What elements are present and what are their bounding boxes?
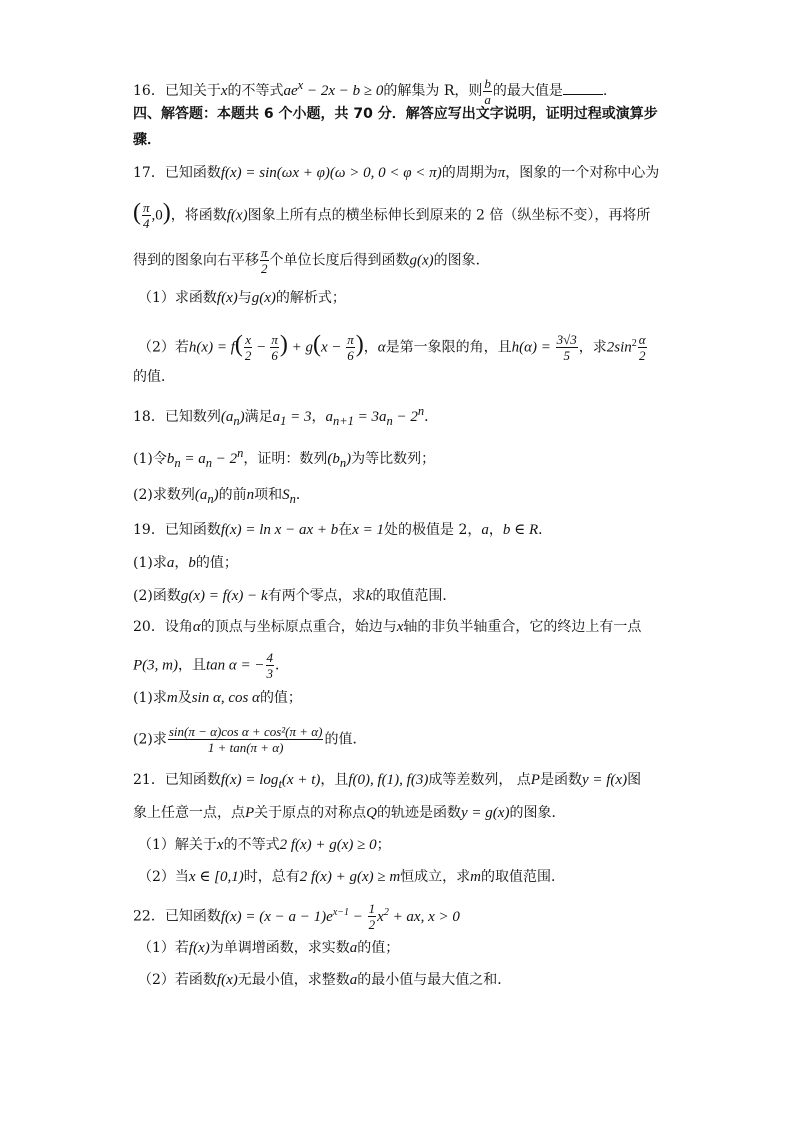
- q17-part-2: [138, 332, 648, 363]
- q18-p1-c: ，证明：数列: [243, 451, 328, 467]
- q18-a1-val: = 3: [286, 409, 312, 425]
- q17-pi: π: [497, 165, 506, 181]
- q21-P: P: [530, 772, 540, 788]
- q18-comma: ，: [311, 409, 326, 425]
- q17-text-2a: ，将函数: [170, 207, 227, 224]
- q17-p1-g: g(x): [251, 290, 276, 306]
- q19-part-2: [133, 586, 456, 606]
- q18-p2-b: 的前: [218, 487, 247, 503]
- q16-frac-den: a: [484, 91, 491, 107]
- q22-half-frac: [368, 901, 377, 932]
- q18-p1-eq: [166, 446, 244, 470]
- q17-shift-num: π: [261, 245, 268, 260]
- q17-p2-ha: h(α) =: [511, 339, 555, 356]
- q21-l2-d: 的图象．: [509, 805, 566, 821]
- q18-b: 满足: [244, 409, 273, 425]
- q21-line-2: [133, 803, 565, 823]
- q18-p1-bn-sub: n: [339, 456, 347, 470]
- q17-p2-den-2: 6: [271, 348, 278, 363]
- q21-p1-ineq: 2 f(x) + g(x) ≥ 0: [279, 837, 377, 853]
- q20-line-2: [133, 650, 289, 681]
- q20-b: 的顶点与坐标原点重合，始边与: [200, 619, 397, 635]
- q18-part-1: [133, 443, 435, 473]
- q20-d: ，且: [178, 657, 206, 674]
- q19-x1: x = 1: [352, 522, 385, 538]
- q20-a: 设角: [164, 619, 193, 635]
- q17-p1-a: 求函数: [174, 290, 217, 306]
- q22-f-sup: x−1: [332, 906, 350, 918]
- q17-p2-half-frac: [638, 332, 647, 363]
- q17-text-1b: 的周期为: [441, 165, 498, 181]
- q20-p2-a: 求: [152, 731, 167, 748]
- q21-p2-b: 时，总有: [243, 869, 300, 885]
- q17-text-3a: 得到的图象向右平移: [133, 252, 259, 269]
- q16-text-3: 的解集为 R，则: [383, 83, 483, 99]
- q18-line-1: [133, 401, 438, 431]
- q22-p2-va: a: [349, 972, 358, 988]
- q22-p2-a: 若函数: [174, 972, 217, 988]
- q17-p2-sin-sup: 2: [631, 337, 637, 349]
- q22-p1-c: 的值；: [357, 940, 400, 956]
- q18-p2-c: 项和: [254, 487, 283, 503]
- q17-p2-sin: 2sin: [606, 339, 632, 356]
- q19-bb: b ∈ R: [502, 522, 539, 538]
- q19-p2-g: g(x) = f(x) − k: [180, 588, 268, 604]
- q17-fx: f(x): [226, 207, 248, 224]
- q19-end: ．: [538, 522, 553, 538]
- q22-p2-b: 无最小值，求整数: [237, 972, 350, 988]
- q20-p1-label: (1): [133, 690, 153, 706]
- q17-p2-paren-g-open: (: [312, 331, 321, 358]
- q18-p2-a: 求数列: [152, 487, 195, 503]
- q19-p1-b: 的值；: [195, 555, 238, 571]
- q17-p2-val-num: 3√3: [556, 332, 577, 347]
- q17-text-2b: 图象上所有点的横坐标伸长到原来的 2 倍（纵坐标不变），再将所: [247, 207, 651, 224]
- q21-p2-a: 当: [174, 869, 189, 885]
- q17-p2-paren-f-open: (: [234, 331, 243, 358]
- q18-seq: [220, 409, 245, 428]
- q22-f-main: f(x) = (x − a − 1)e: [220, 908, 333, 925]
- q20-label: 20．: [133, 619, 165, 635]
- q17-p2-g-x: x −: [320, 339, 346, 356]
- q17-p2-b: ，: [363, 339, 378, 356]
- q19-part-1: [133, 553, 238, 573]
- q17-p2-val-den: 5: [563, 348, 570, 363]
- q19-p1-comma: ，: [174, 555, 189, 571]
- q21-p2-ineq: 2 f(x) + g(x) ≥ m: [299, 869, 401, 885]
- q19-p2-label: (2): [133, 588, 153, 604]
- q17-part-1: [138, 288, 346, 308]
- q18-rec-rhs-sub: n: [386, 414, 393, 428]
- q21-part-1: [138, 835, 391, 855]
- q18-p1-eq-end: − 2: [211, 451, 238, 467]
- q16-ineq-main: ae: [283, 83, 298, 99]
- q17-center-paren-close: ): [162, 199, 171, 226]
- q16-text-1: 已知关于: [164, 83, 221, 99]
- q18-a1-main: a: [272, 409, 281, 425]
- q21-a: 已知函数: [164, 772, 221, 788]
- q18-p2-an: [194, 487, 219, 506]
- q19-p2-b: 有两个零点，求: [267, 588, 366, 604]
- q20-p2-den: 1 + tan(π + α): [207, 740, 284, 755]
- q18-rec-sub: n+1: [332, 414, 354, 428]
- q18-p2-label: (2): [133, 487, 153, 503]
- q18-seq-main: (a: [220, 409, 234, 425]
- q18-p1-b: b: [166, 451, 175, 467]
- q18-p2-S: [282, 487, 296, 506]
- q20-p1-b: 及: [177, 690, 192, 706]
- q16-text-2: 的不等式: [227, 83, 284, 99]
- q20-p1-m: m: [166, 690, 178, 706]
- q20-point: P(3, m): [133, 657, 178, 674]
- q17-formula: f(x) = sin(ωx + φ)(ω > 0, 0 < φ < π): [220, 165, 442, 181]
- q21-l2-a: 象上任意一点，点: [133, 805, 245, 821]
- q16-frac-num: b: [484, 75, 491, 91]
- q19-comma2: ，: [488, 522, 503, 538]
- q16-ineq-rest: − 2x − b ≥ 0: [303, 83, 384, 99]
- q18-a: 已知数列: [164, 409, 221, 425]
- q22-f-tail: [377, 906, 460, 925]
- q22-part-1: [138, 938, 399, 958]
- q22-f-rest-sup: 2: [383, 906, 389, 918]
- q20-p1-c: 的值；: [259, 690, 302, 706]
- q22-part-2: [138, 970, 511, 990]
- q18-p2-n: n: [246, 487, 255, 503]
- q22-label: 22．: [133, 908, 165, 925]
- q17-center-den: 4: [143, 216, 150, 231]
- q17-p2-num-3: π: [347, 332, 354, 347]
- q18-p1-b-sub: n: [174, 456, 181, 470]
- q16-label: 16．: [133, 83, 165, 99]
- q22-f-end: + ax, x > 0: [388, 908, 460, 925]
- q20-p2-frac: [168, 724, 324, 755]
- q21-p1-label: （1）: [138, 837, 175, 853]
- q21-l2-y: y = g(x): [461, 805, 510, 821]
- q17-p2-num-2: π: [271, 332, 278, 347]
- q18-rec-main: a: [325, 409, 333, 425]
- q18-p2-an-close: ): [213, 487, 219, 503]
- q20-alpha: α: [192, 619, 201, 635]
- q22-p1-f: f(x): [188, 940, 210, 956]
- q17-p2-den-3: 6: [347, 348, 354, 363]
- q17-p2-half-den: 2: [638, 348, 646, 363]
- q20-x: x: [396, 619, 404, 635]
- q20-tan-frac: [266, 650, 275, 681]
- q19-p2-k: k: [365, 588, 373, 604]
- q18-rec-rhs-end: − 2: [392, 409, 418, 425]
- q20-tan-num: 4: [266, 650, 274, 665]
- q18-p1-eq-sup: n: [237, 446, 244, 460]
- q17-p2-frac-3: [346, 332, 355, 363]
- q17-text-1c: ，图象的一个对称中心为: [505, 165, 660, 181]
- q17-center-paren-open: (: [133, 199, 141, 226]
- q20-p2-label: (2): [133, 731, 153, 748]
- q16-answer-blank[interactable]: [563, 80, 603, 95]
- q16-var: x: [220, 83, 228, 99]
- q18-end: ．: [424, 409, 439, 425]
- q22-half-den: 2: [368, 917, 376, 932]
- q17-p1-c: 的解析式；: [275, 290, 346, 306]
- q21-l2-Q: Q: [366, 805, 378, 821]
- q18-p2-S-sub: n: [289, 492, 296, 506]
- q22-f-rest: x: [377, 908, 384, 925]
- q17-label: 17．: [133, 165, 165, 181]
- q21-f: [220, 772, 321, 791]
- q19-label: 19．: [133, 522, 165, 538]
- q21-b: ，且: [320, 772, 349, 788]
- q21-f-rest: (x + t): [281, 772, 321, 788]
- q22-p1-b: 为单调增函数，求实数: [209, 940, 350, 956]
- q20-tan: tan α = −: [206, 657, 265, 674]
- q17-p2-frac-1: [244, 332, 253, 363]
- q17-p2-h: h(x) = f: [188, 339, 235, 356]
- q17-p2-plus-g: + g: [287, 339, 313, 356]
- q20-c: 轴的非负半轴重合，它的终边上有一点: [403, 619, 642, 635]
- q17-p2-minus: −: [253, 339, 270, 356]
- q22-a: 已知函数: [164, 908, 221, 925]
- q18-a1-sub: 1: [280, 414, 287, 428]
- q18-seq-sub: n: [233, 414, 240, 428]
- q18-p1-d: 为等比数列；: [351, 451, 436, 467]
- q17-p2-val-frac: [556, 332, 578, 363]
- q21-y: y = f(x): [581, 772, 628, 788]
- q21-l2-P: P: [245, 805, 255, 821]
- q21-p1-a: 解关于: [174, 837, 217, 853]
- q18-p1-bn-main: (b: [327, 451, 340, 467]
- q17-p2-d: ，求: [578, 339, 607, 356]
- q19-p1-va: a: [166, 555, 175, 571]
- q20-tan-den: 3: [266, 666, 274, 681]
- q19-p2-c: 的取值范围．: [372, 588, 457, 604]
- q17-p2-half-num: α: [638, 332, 646, 347]
- q19-a: 已知函数: [164, 522, 221, 538]
- q17-line-2: [133, 200, 650, 231]
- q18-p2-an-sub: n: [207, 492, 214, 506]
- q21-c: 成等差数列， 点: [428, 772, 531, 788]
- q17-center-num: π: [143, 200, 150, 215]
- q21-seq: f(0), f(1), f(3): [348, 772, 429, 788]
- q19-p1-vb: b: [188, 555, 196, 571]
- q17-p2-frac-2: [270, 332, 279, 363]
- q17-p1-b: 与: [237, 290, 252, 306]
- q20-p2-num: sin(π − α)cos α + cos²(π + α): [168, 724, 323, 739]
- q22-p1-va: a: [349, 940, 358, 956]
- q20-p1-a: 求: [152, 690, 167, 706]
- q20-e: ．: [275, 657, 290, 674]
- q17-p1-label: （1）: [138, 290, 175, 306]
- q17-p2-a: 若: [174, 339, 189, 356]
- q20-part-2: [133, 724, 366, 755]
- q17-p1-f: f(x): [216, 290, 238, 306]
- section-heading: 四、解答题：本题共 6 个小题，共 70 分．解答应写出文字说明，证明过程或演算步骤．: [133, 106, 658, 148]
- q21-l2-b: 关于原点的对称点: [254, 805, 367, 821]
- q17-gx: g(x): [409, 252, 434, 269]
- q18-label: 18．: [133, 409, 165, 425]
- q20-line-1: [133, 617, 641, 637]
- q19-p1-a: 求: [152, 555, 167, 571]
- q17-p2-label: （2）: [138, 339, 175, 356]
- q21-d: 是函数: [539, 772, 582, 788]
- q22-half-num: 1: [368, 901, 376, 916]
- q17-line-end: 的值．: [133, 369, 175, 385]
- q17-p2-alpha: α: [377, 339, 386, 356]
- q22-p1-a: 若: [174, 940, 189, 956]
- q21-f-main: f(x) = log: [220, 772, 279, 788]
- q17-text-3b: 个单位长度后得到函数: [269, 252, 410, 269]
- q22-p2-c: 的最小值与最大值之和．: [357, 972, 512, 988]
- q17-line-1: [133, 163, 659, 183]
- q21-p1-x: x: [216, 837, 224, 853]
- q19-b: 在: [338, 522, 353, 538]
- q22-f-minus: −: [349, 908, 367, 925]
- q22-p2-f: f(x): [216, 972, 238, 988]
- q18-p2-d: ．: [295, 487, 310, 503]
- q19-p2-a: 函数: [152, 588, 181, 604]
- q18-p1-a: 令: [152, 451, 167, 467]
- q17-p2-paren-g-close: ): [355, 331, 364, 358]
- q21-l2-c: 的轨迹是函数: [377, 805, 462, 821]
- q17-text-1a: 已知函数: [164, 165, 221, 181]
- q19-p1-label: (1): [133, 555, 153, 571]
- q17-shift-frac: [260, 245, 269, 276]
- q16-text-4: 的最大值是: [492, 83, 563, 99]
- q17-p2-num-1: x: [245, 332, 251, 347]
- q18-p1-bn: [327, 451, 352, 470]
- q21-p1-c: ；: [376, 837, 391, 853]
- q21-label: 21．: [133, 772, 165, 788]
- q16-end: .: [602, 83, 608, 99]
- q21-p2-d: 的取值范围．: [481, 869, 566, 885]
- q18-p1-bn-close: ): [346, 451, 352, 467]
- q21-p2-label: （2）: [138, 869, 175, 885]
- q17-center-rest: ,0: [151, 207, 163, 224]
- q17-center-frac: [142, 200, 151, 231]
- q18-recurrence: [325, 404, 425, 428]
- q17-p2-den-1: 2: [244, 348, 252, 363]
- q22-p1-label: （1）: [138, 940, 175, 956]
- q16-ineq-sup: x: [297, 78, 304, 92]
- q17-p2-c: 是第一象限的角，且: [385, 339, 512, 356]
- q22-line-1: [133, 901, 460, 932]
- q18-p2-an-main: (a: [194, 487, 208, 503]
- q20-p2-b: 的值．: [324, 731, 367, 748]
- q21-f-sub: t: [278, 777, 282, 791]
- q17-text-3c: 的图象．: [433, 252, 490, 269]
- q19-f: f(x) = ln x − ax + b: [220, 522, 339, 538]
- q18-seq-close: ): [239, 409, 245, 425]
- q19-ab: a: [481, 522, 489, 538]
- q18-p2-S-main: S: [282, 487, 290, 503]
- q21-p2-m: m: [470, 869, 482, 885]
- q19-line-1: [133, 520, 552, 540]
- q17-shift-den: 2: [261, 261, 268, 276]
- q18-rec-rhs: = 3a: [353, 409, 387, 425]
- q18-p1-eq-sub: n: [205, 456, 212, 470]
- q21-p2-range: x ∈ [0,1): [188, 869, 244, 885]
- q21-part-2: [138, 867, 565, 887]
- q18-part-2: [133, 485, 310, 509]
- q18-a1: [272, 409, 312, 428]
- q16-inequality: [283, 78, 384, 99]
- q18-rec-sup: n: [417, 404, 425, 418]
- q20-p1-sc: sin α, cos α: [191, 690, 260, 706]
- q17-line-3: [133, 245, 490, 276]
- q22-f: [220, 906, 367, 925]
- q19-c: 处的极值是 2，: [384, 522, 482, 538]
- q20-part-1: [133, 688, 302, 708]
- q21-p2-c: 恒成立，求: [400, 869, 471, 885]
- q22-p2-label: （2）: [138, 972, 175, 988]
- q17-p2-paren-f-close: ): [279, 331, 288, 358]
- q21-p1-b: 的不等式: [223, 837, 280, 853]
- q18-p1-label: (1): [133, 451, 153, 467]
- q21-e: 图: [627, 772, 642, 788]
- q21-line-1: [133, 770, 641, 794]
- q18-p1-eq-main: = a: [180, 451, 206, 467]
